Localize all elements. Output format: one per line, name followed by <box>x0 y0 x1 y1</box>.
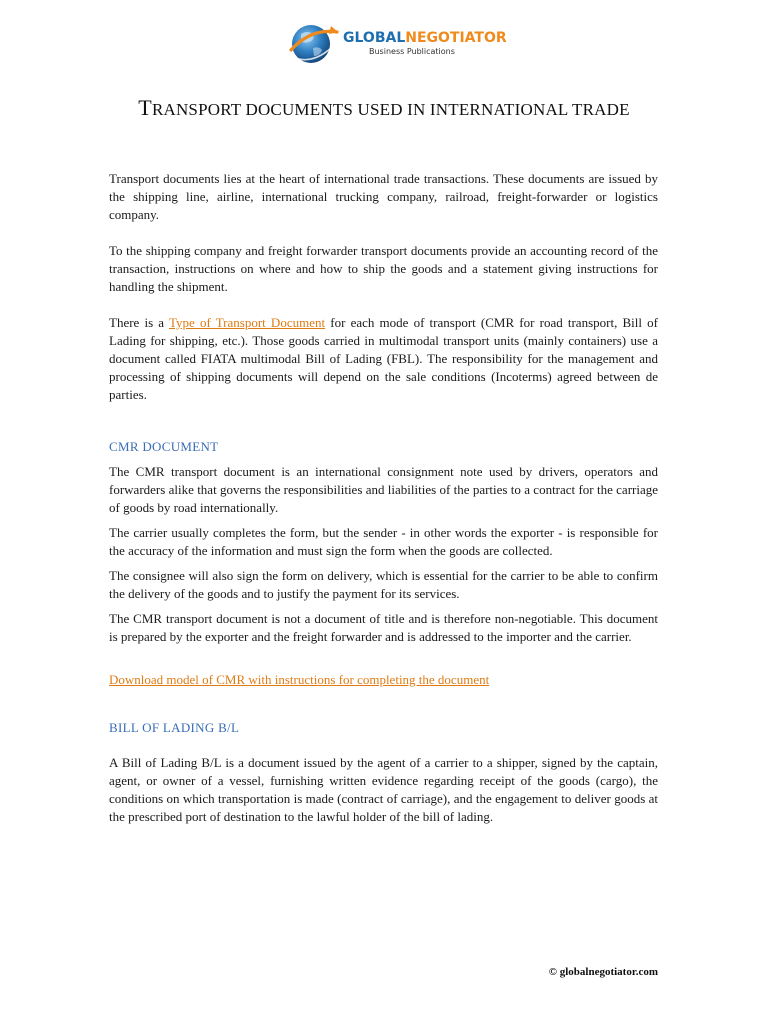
cmr-download-paragraph <box>109 671 658 689</box>
transport-document-type-link[interactable]: Type of Transport Document <box>168 315 326 330</box>
brand-name <box>343 30 507 46</box>
page-title <box>0 95 768 121</box>
globe-logo-icon <box>287 18 339 68</box>
cmr-paragraph-1: The CMR transport document is an international consignment note used by drivers, operators and forwarders alike that governs the responsibilities and liabilities of the parties to a contract for the carriage of goods by road internationally. <box>109 464 658 515</box>
bol-paragraph-1: A Bill of Lading B/L is a document issued by the agent of a carrier to a shipper, signed by the captain, agent, or owner of a vessel, furnishing written evidence regarding receipt of the goods (cargo), the conditions on which transportation is made (contract of carriage), and the engagement to deliver goods at the prescribed port of destination to the lawful holder of the bill of lading. <box>109 755 658 824</box>
brand-name-negotiator: NEGOTIATOR <box>405 30 507 46</box>
intro-paragraph-2: To the shipping company and freight forwarder transport documents provide an accounting record of the transaction, instructions on where and how to ship the goods and a statement giving instructions for handling the shipment. <box>109 243 658 294</box>
cmr-paragraph-4: The CMR transport document is not a document of title and is therefore non-negotiable. This document is prepared by the exporter and the freight forwarder and is addressed to the importer and the carrier. <box>109 611 658 644</box>
intro-paragraph-3 <box>109 314 658 404</box>
intro-p3-before-link: There is a <box>109 315 169 330</box>
intro-p3-after-link: for each mode of transport (CMR for road transport, Bill of Lading for shipping, etc.). Those goods carried in multimodal transport units (mainly containers) use a document called FIATA multimodal Bill of Lading (FBL). The responsibility for the management and processing of shipping documents will depend on the sale conditions (Incoterms) agreed between de parties. <box>109 315 658 402</box>
title-rest: RANSPORT DOCUMENTS USED IN INTERNATIONAL TRADE <box>151 100 630 119</box>
cmr-paragraph-2: The carrier usually completes the form, but the sender - in other words the exporter - is responsible for the accuracy of the information and must sign the form when the goods are collected. <box>109 525 658 558</box>
brand-name-global: GLOBAL <box>343 30 406 46</box>
cmr-paragraph-3: The consignee will also sign the form on delivery, which is essential for the carrier to be able to confirm the delivery of the goods and to justify the payment for its services. <box>109 568 658 601</box>
document-body <box>109 170 658 826</box>
brand-subtitle: Business Publications <box>369 47 455 56</box>
cmr-download-link[interactable]: Download model of CMR with instructions for completing the document <box>109 672 490 687</box>
footer-copyright: © globalnegotiator.com <box>548 966 658 978</box>
bol-heading: BILL OF LADING B/L <box>109 720 240 735</box>
title-first-letter: T <box>138 95 152 120</box>
cmr-heading: CMR DOCUMENT <box>109 439 219 454</box>
brand-logo <box>287 18 507 68</box>
intro-paragraph-1: Transport documents lies at the heart of international trade transactions. These documents are issued by the shipping line, airline, international trucking company, railroad, freight-forwarder or logistics company. <box>109 171 658 222</box>
